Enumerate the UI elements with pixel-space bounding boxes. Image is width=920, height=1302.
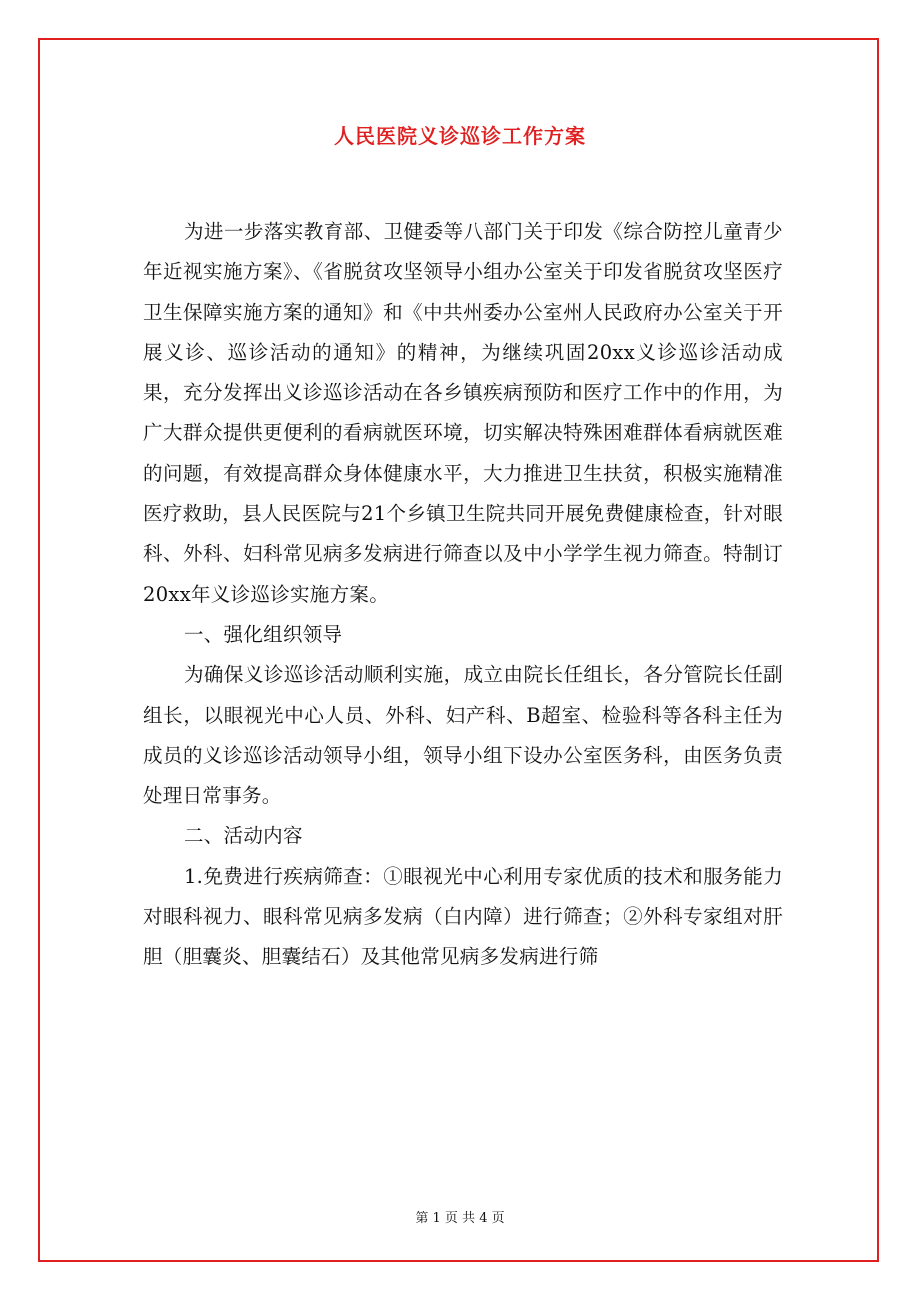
activities-paragraph: 1.免费进行疾病筛查：①眼视光中心利用专家优质的技术和服务能力对眼科视力、眼科常见病多发病（白内障）进行筛查；②外科专家组对肝胆（胆囊炎、胆囊结石）及其他常见病多发病进行筛 xyxy=(143,864,783,969)
document-title: 人民医院义诊巡诊工作方案 xyxy=(334,124,586,148)
intro-paragraph: 为进一步落实教育部、卫健委等八部门关于印发《综合防控儿童青少年近视实施方案》、《省脱贫攻坚领导小组办公室关于印发省脱贫攻坚医疗卫生保障实施方案的通知》和《中共州委办公室州人民政府办公室关于开展义诊、巡诊活动的通知》的精神，为继续巩固20xx义诊巡诊活动成果，充分发挥出义诊巡诊活动在各乡镇疾病预防和医疗工作中的作用，为广大群众提供更便利的看病就医环境，切实解决特殊困难群体看病就医难的问题，有效提高群众身体健康水平，大力推进卫生扶贫，积极实施精准医疗救助，县人民医院与21个乡镇卫生院共同开展免费健康检查，针对眼科、外科、妇科常见病多发病进行筛查以及中小学学生视力筛查。特制订20xx年义诊巡诊实施方案。 xyxy=(143,220,783,606)
page-number-footer: 第 1 页 共 4 页 xyxy=(415,1211,505,1226)
section-heading-organization: 一、强化组织领导 xyxy=(183,622,343,646)
organization-paragraph: 为确保义诊巡诊活动顺利实施，成立由院长任组长，各分管院长任副组长，以眼视光中心人员、外科、妇产科、B超室、检验科等各科主任为成员的义诊巡诊活动领导小组，领导小组下设办公室医务科，由医务负责处理日常事务。 xyxy=(143,663,783,808)
document-body xyxy=(143,212,783,978)
section-heading-activities: 二、活动内容 xyxy=(183,824,303,848)
